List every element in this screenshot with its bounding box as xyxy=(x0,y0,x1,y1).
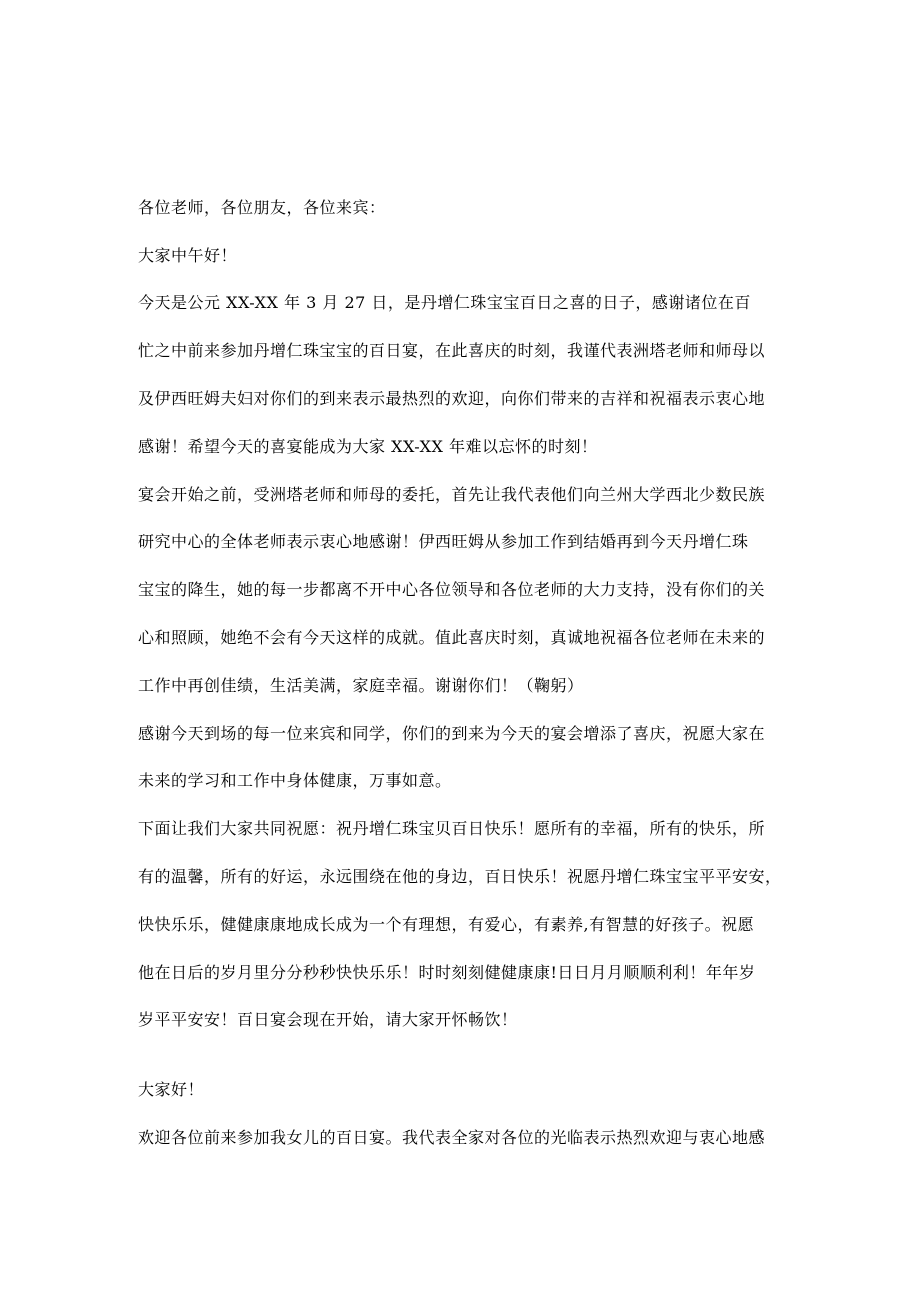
paragraph-line: 今天是公元 XX-XX 年 3 月 27 日，是丹增仁珠宝宝百日之喜的日子，感谢诸位在百 xyxy=(138,293,751,312)
paragraph-line: 有的温馨，所有的好运，永远围绕在他的身边，百日快乐！祝愿丹增仁珠宝宝平平安安， xyxy=(138,867,782,886)
paragraph-line: 研究中心的全体老师表示衷心地感谢！伊西旺姆从参加工作到结婚再到今天丹增仁珠 xyxy=(138,532,749,551)
greeting-line: 大家中午好！ xyxy=(138,246,238,265)
paragraph-line: 忙之中前来参加丹增仁珠宝宝的百日宴，在此喜庆的时刻，我谨代表洲塔老师和师母以 xyxy=(138,341,766,360)
paragraph-line: 未来的学习和工作中身体健康，万事如意。 xyxy=(138,771,452,790)
paragraph-line: 快快乐乐，健健康康地成长成为一个有理想，有爱心，有素养,有智慧的好孩子。祝愿 xyxy=(138,915,755,934)
paragraph-line: 宝宝的降生，她的每一步都离不开中心各位领导和各位老师的大力支持，没有你们的关 xyxy=(138,580,766,599)
paragraph-line: 欢迎各位前来参加我女儿的百日宴。我代表全家对各位的光临表示热烈欢迎与衷心地感 xyxy=(138,1128,766,1147)
salutation-line: 各位老师，各位朋友，各位来宾： xyxy=(138,198,386,217)
paragraph-line: 宴会开始之前，受洲塔老师和师母的委托，首先让我代表他们向兰州大学西北少数民族 xyxy=(138,485,766,504)
paragraph-line: 他在日后的岁月里分分秒秒快快乐乐！时时刻刻健健康康!日日月月顺顺利利！年年岁 xyxy=(138,963,756,982)
paragraph-line: 工作中再创佳绩，生活美满，家庭幸福。谢谢你们！（鞠躬） xyxy=(138,676,584,695)
second-greeting-line: 大家好！ xyxy=(138,1080,205,1099)
paragraph-line: 感谢今天到场的每一位来宾和同学，你们的到来为今天的宴会增添了喜庆，祝愿大家在 xyxy=(138,724,766,743)
paragraph-line: 感谢！希望今天的喜宴能成为大家 XX-XX 年难以忘怀的时刻！ xyxy=(138,437,598,456)
paragraph-line: 下面让我们大家共同祝愿：祝丹增仁珠宝贝百日快乐！愿所有的幸福，所有的快乐，所 xyxy=(138,819,766,838)
paragraph-line: 心和照顾，她绝不会有今天这样的成就。值此喜庆时刻，真诚地祝福各位老师在未来的 xyxy=(138,628,766,647)
paragraph-line: 岁平平安安！百日宴会现在开始，请大家开怀畅饮！ xyxy=(138,1010,518,1029)
paragraph-line: 及伊西旺姆夫妇对你们的到来表示最热烈的欢迎，向你们带来的吉祥和祝福表示衷心地 xyxy=(138,389,766,408)
